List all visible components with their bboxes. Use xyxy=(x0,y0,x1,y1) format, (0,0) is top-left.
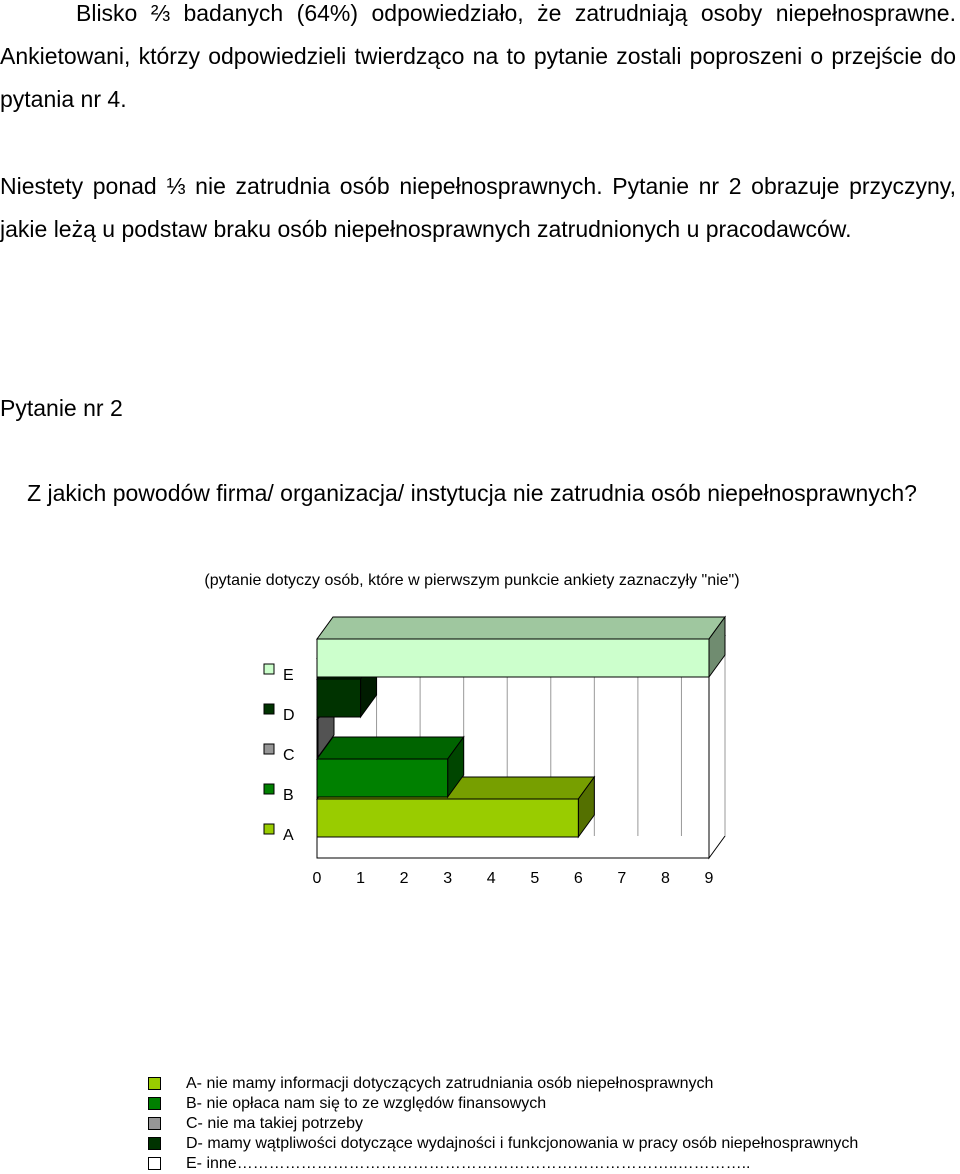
legend-text: D- mamy wątpliwości dotyczące wydajności i funkcjonowania w pracy osób niepełnosprawnych xyxy=(186,1135,859,1152)
x-axis-ticks xyxy=(313,870,714,887)
chart-note: (pytanie dotyczy osób, które w pierwszym punkcie ankiety zaznaczyły "nie") xyxy=(204,572,740,589)
bar-front-face xyxy=(317,759,448,797)
section-heading: Pytanie nr 2 xyxy=(0,395,123,421)
legend-text: E- inne………………………………………………………………………..………….. xyxy=(186,1155,751,1172)
x-tick-label: 3 xyxy=(443,870,453,887)
category-label: A xyxy=(283,827,294,844)
legend-swatch xyxy=(264,824,274,834)
x-tick-label: 0 xyxy=(312,870,322,887)
legend-swatch xyxy=(264,704,274,714)
bar-front-face xyxy=(317,799,578,837)
legend-swatch xyxy=(148,1137,161,1150)
paragraph-intro: Blisko ⅔ badanych (64%) odpowiedziało, że zatrudniają osoby niepełnosprawne. Ankietowani, którzy odpowiedzieli twierdząco na to pytanie zostali poproszeni o przejście do pytania nr 4. xyxy=(0,0,956,112)
bar-B xyxy=(317,737,464,797)
paragraph-reasons: Niestety ponad ⅓ nie zatrudnia osób niepełnosprawnych. Pytanie nr 2 obrazuje przyczyny, jakie leżą u podstaw braku osób niepełnosprawnych zatrudnionych u pracodawców. xyxy=(0,173,956,242)
bar-front-face xyxy=(317,639,709,677)
category-label: E xyxy=(283,667,294,684)
legend-swatch xyxy=(264,784,274,794)
x-tick-label: 7 xyxy=(617,870,627,887)
category-label: B xyxy=(283,787,294,804)
legend-swatch xyxy=(148,1077,161,1090)
legend-item xyxy=(148,1154,858,1174)
chart-question: Z jakich powodów firma/ organizacja/ instytucja nie zatrudnia osób niepełnosprawnych? xyxy=(27,480,917,506)
legend-item xyxy=(148,1134,858,1154)
bar-top-face xyxy=(317,737,464,759)
x-tick-label: 9 xyxy=(704,870,714,887)
x-tick-label: 6 xyxy=(573,870,583,887)
x-tick-label: 8 xyxy=(660,870,670,887)
legend-swatch xyxy=(264,664,274,674)
x-tick-label: 4 xyxy=(486,870,496,887)
legend-text: B- nie opłaca nam się to ze względów finansowych xyxy=(186,1095,547,1112)
x-tick-label: 5 xyxy=(530,870,540,887)
x-tick-label: 1 xyxy=(356,870,366,887)
category-label: C xyxy=(283,747,295,764)
legend-text: C- nie ma takiej potrzeby xyxy=(186,1115,363,1132)
bar-top-face xyxy=(317,617,725,639)
legend-swatch xyxy=(148,1097,161,1110)
bar-chart xyxy=(0,600,960,900)
legend-item xyxy=(148,1114,858,1134)
bar-front-face xyxy=(317,719,318,757)
answer-legend xyxy=(148,1074,858,1174)
bar-front-face xyxy=(317,679,361,717)
x-tick-label: 2 xyxy=(399,870,409,887)
legend-swatch xyxy=(148,1157,161,1170)
legend-swatch xyxy=(148,1117,161,1130)
category-label: D xyxy=(283,707,295,724)
bar-E xyxy=(317,617,725,677)
legend-item xyxy=(148,1074,858,1094)
legend-text: A- nie mamy informacji dotyczących zatrudniania osób niepełnosprawnych xyxy=(186,1075,714,1092)
legend-swatch xyxy=(264,744,274,754)
legend-item xyxy=(148,1094,858,1114)
category-legend xyxy=(264,664,295,844)
